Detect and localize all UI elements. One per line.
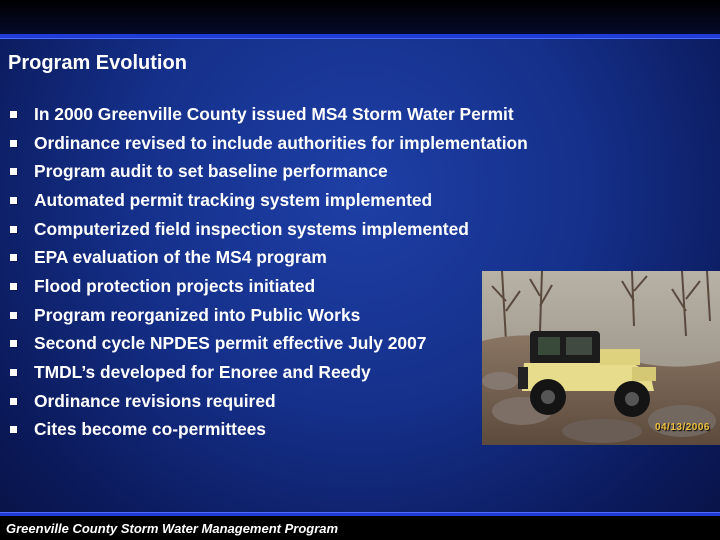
bullet-text: Ordinance revisions required bbox=[34, 390, 276, 411]
bullet-square-icon bbox=[10, 168, 17, 175]
bullet-item bbox=[10, 272, 528, 301]
bullet-item bbox=[10, 100, 528, 129]
header-rule bbox=[0, 34, 720, 39]
bullet-list bbox=[10, 100, 528, 444]
bullet-square-icon bbox=[10, 426, 17, 433]
jeep-photo-illustration bbox=[482, 271, 720, 445]
bullet-square-icon bbox=[10, 254, 17, 261]
bullet-square-icon bbox=[10, 111, 17, 118]
bullet-text: Computerized field inspection systems implemented bbox=[34, 218, 469, 239]
bullet-text: Ordinance revised to include authorities for implementation bbox=[34, 132, 528, 153]
footer-text: Greenville County Storm Water Management Program bbox=[6, 521, 339, 536]
bullet-item bbox=[10, 301, 528, 330]
bullet-square-icon bbox=[10, 369, 17, 376]
bullet-square-icon bbox=[10, 340, 17, 347]
bullet-square-icon bbox=[10, 197, 17, 204]
bullet-item bbox=[10, 387, 528, 416]
bullet-text: Flood protection projects initiated bbox=[34, 275, 316, 296]
bullet-item bbox=[10, 330, 528, 359]
header-band bbox=[0, 0, 720, 34]
bullet-square-icon bbox=[10, 398, 17, 405]
slide-title: Program Evolution bbox=[8, 52, 187, 74]
bullet-item bbox=[10, 186, 528, 215]
bullet-square-icon bbox=[10, 283, 17, 290]
bullet-text: Program audit to set baseline performance bbox=[34, 161, 388, 182]
bullet-text: TMDL’s developed for Enoree and Reedy bbox=[34, 362, 371, 383]
bullet-square-icon bbox=[10, 140, 17, 147]
jeep-photo bbox=[482, 271, 720, 445]
bullet-text: Automated permit tracking system implemented bbox=[34, 189, 433, 210]
bullet-item bbox=[10, 358, 528, 387]
bullet-text: Second cycle NPDES permit effective July 2007 bbox=[34, 333, 427, 354]
bullet-item bbox=[10, 416, 528, 445]
bullet-square-icon bbox=[10, 226, 17, 233]
bullet-item bbox=[10, 215, 528, 244]
bullet-text: Cites become co-permittees bbox=[34, 419, 266, 440]
bullet-square-icon bbox=[10, 312, 17, 319]
bullet-text: EPA evaluation of the MS4 program bbox=[34, 247, 327, 268]
bullet-item bbox=[10, 157, 528, 186]
bullet-text: In 2000 Greenville County issued MS4 Storm Water Permit bbox=[34, 103, 514, 124]
bullet-item bbox=[10, 129, 528, 158]
bullet-item bbox=[10, 243, 528, 272]
photo-date-stamp: 04/13/2006 bbox=[654, 422, 710, 433]
bullet-text: Program reorganized into Public Works bbox=[34, 304, 361, 325]
